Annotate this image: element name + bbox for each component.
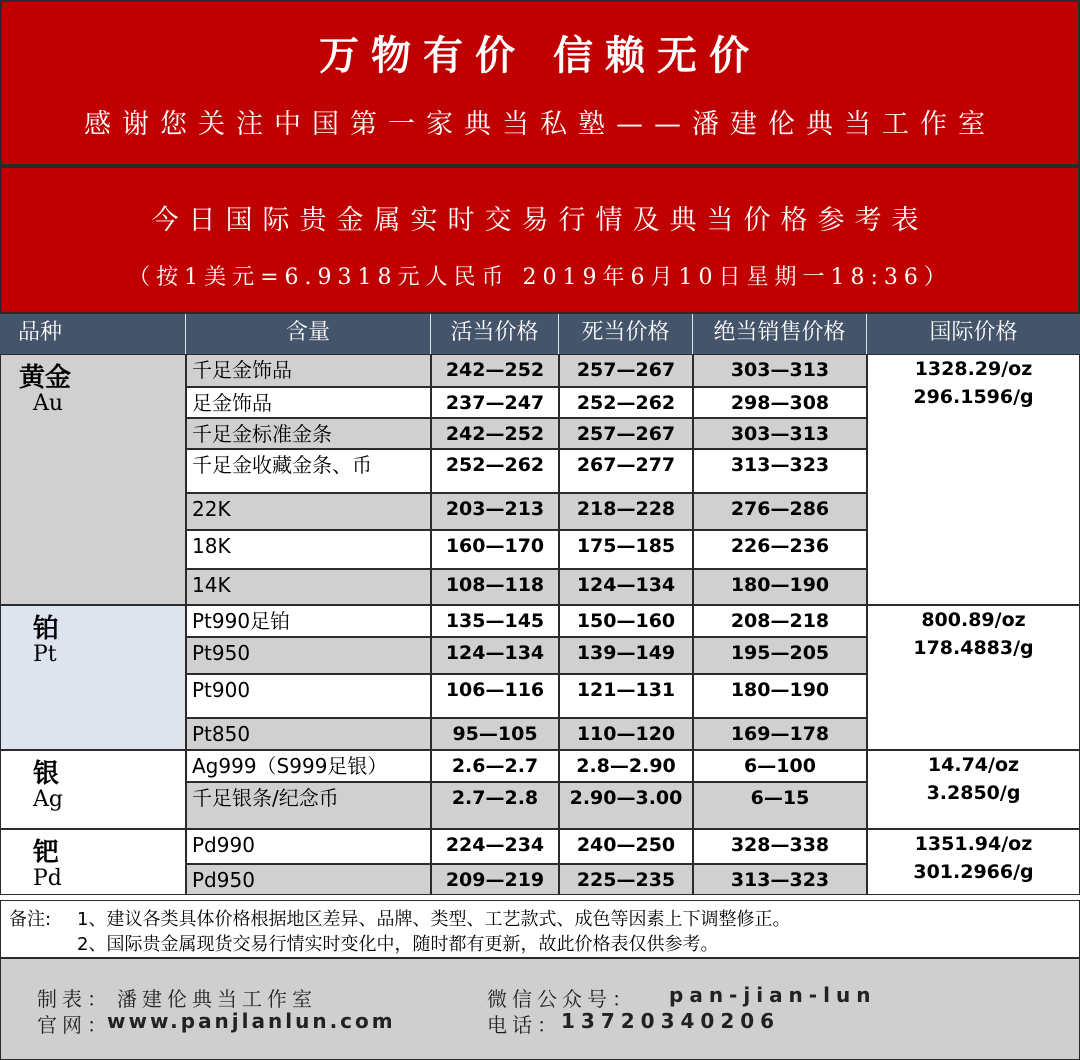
table-title: 今日国际贵金属实时交易行情及典当价格参考表 <box>151 205 929 236</box>
pd-row-1-live-price: 224—234 <box>431 829 559 864</box>
ag-row-1-content: Ag999（S999足银） <box>186 750 431 782</box>
maker-value: 潘建伦典当工作室 <box>117 987 317 1011</box>
metal-cell-ag <box>0 750 186 829</box>
metal-symbol: Pd <box>33 866 62 891</box>
metal-name-cn: 铂 <box>33 614 60 644</box>
pt-row-1-dead-price: 150—160 <box>559 605 693 637</box>
au-row-1-dead-price: 257—267 <box>559 354 693 387</box>
metal-cell-pd <box>0 829 186 895</box>
au-row-1-sale-price: 303—313 <box>693 354 867 387</box>
au-row-1-live-price: 242—252 <box>431 354 559 387</box>
notes-label: 备注: <box>9 909 52 930</box>
pd-row-1-dead-price: 240—250 <box>559 829 693 864</box>
price-table <box>0 354 1080 900</box>
col-header-variety: 品种 <box>0 314 186 354</box>
au-row-5-content: 22K <box>186 493 431 530</box>
intl-price-per-gram: 296.1596/g <box>913 386 1034 408</box>
au-row-2-sale-price: 298—308 <box>693 387 867 418</box>
intl-price-ag <box>867 750 1080 829</box>
au-row-5-sale-price: 276—286 <box>693 493 867 530</box>
pt-row-2-sale-price: 195—205 <box>693 637 867 674</box>
au-row-3-live-price: 242—252 <box>431 418 559 449</box>
title-banner <box>0 166 1080 314</box>
au-row-7-content: 14K <box>186 569 431 605</box>
col-header-sale-price: 绝当销售价格 <box>693 314 867 354</box>
phone-label: 电话： <box>487 1013 562 1037</box>
pd-row-1-sale-price: 328—338 <box>693 829 867 864</box>
pd-row-2-sale-price: 313—323 <box>693 864 867 895</box>
ag-row-2-content: 千足银条/纪念币 <box>186 782 431 829</box>
pt-row-1-content: Pt990足铂 <box>186 605 431 637</box>
col-header-intl-price: 国际价格 <box>929 320 1018 345</box>
pt-row-2-live-price: 124—134 <box>431 637 559 674</box>
note-line-1: 1、建议各类具体价格根据地区差异、品牌、类型、工艺款式、成色等因素上下调整修正。 <box>77 909 791 930</box>
au-row-3-content: 千足金标准金条 <box>186 418 431 449</box>
ag-row-2-dead-price: 2.90—3.00 <box>559 782 693 829</box>
intl-price-au <box>867 354 1080 605</box>
pt-row-4-dead-price: 110—120 <box>559 718 693 750</box>
au-row-2-content: 足金饰品 <box>186 387 431 418</box>
pd-row-1-content: Pd990 <box>186 829 431 864</box>
notes-box <box>0 900 1080 958</box>
metal-name-cn: 钯 <box>33 838 60 868</box>
table-header <box>0 314 1080 354</box>
au-row-5-live-price: 203—213 <box>431 493 559 530</box>
au-row-6-content: 18K <box>186 530 431 569</box>
au-row-6-sale-price: 226—236 <box>693 530 867 569</box>
intl-price-per-oz: 1351.94/oz <box>914 833 1033 855</box>
website-label: 官网： <box>37 1013 112 1037</box>
metal-cell-pt <box>0 605 186 750</box>
ag-row-1-live-price: 2.6—2.7 <box>431 750 559 782</box>
wechat-label: 微信公众号： <box>487 987 637 1011</box>
au-row-2-live-price: 237—247 <box>431 387 559 418</box>
pt-row-4-sale-price: 169—178 <box>693 718 867 750</box>
metal-name-cn: 银 <box>33 759 60 789</box>
pt-row-1-live-price: 135—145 <box>431 605 559 637</box>
ag-row-2-sale-price: 6—15 <box>693 782 867 829</box>
pt-row-3-dead-price: 121—131 <box>559 674 693 718</box>
au-row-7-live-price: 108—118 <box>431 569 559 605</box>
pt-row-3-sale-price: 180—190 <box>693 674 867 718</box>
intl-price-pt <box>867 605 1080 750</box>
note-line-2: 2、国际贵金属现货交易行情实时变化中，随时都有更新，故此价格表仅供参考。 <box>77 934 719 955</box>
au-row-4-content: 千足金收藏金条、币 <box>186 449 431 493</box>
intl-price-per-gram: 3.2850/g <box>926 782 1021 804</box>
intl-price-per-gram: 178.4883/g <box>913 637 1034 659</box>
pd-row-2-dead-price: 225—235 <box>559 864 693 895</box>
col-header-content: 含量 <box>186 314 431 354</box>
metal-name-cn: 黄金 <box>19 363 72 393</box>
au-row-2-dead-price: 252—262 <box>559 387 693 418</box>
phone-number: 13720340206 <box>561 1009 781 1033</box>
au-row-3-dead-price: 257—267 <box>559 418 693 449</box>
intl-price-per-gram: 301.2966/g <box>913 861 1034 883</box>
col-header-live-price: 活当价格 <box>431 314 559 354</box>
pt-row-4-content: Pt850 <box>186 718 431 750</box>
metal-cell-au <box>0 354 186 605</box>
intl-price-per-oz: 1328.29/oz <box>914 358 1033 380</box>
metal-symbol: Pt <box>33 642 57 667</box>
intl-price-per-oz: 800.89/oz <box>921 609 1026 631</box>
au-row-5-dead-price: 218—228 <box>559 493 693 530</box>
pt-row-4-live-price: 95—105 <box>431 718 559 750</box>
metal-symbol: Ag <box>33 787 63 812</box>
au-row-1-content: 千足金饰品 <box>186 354 431 387</box>
pt-row-3-live-price: 106—116 <box>431 674 559 718</box>
intl-price-per-oz: 14.74/oz <box>927 754 1020 776</box>
au-row-7-dead-price: 124—134 <box>559 569 693 605</box>
metal-symbol: Au <box>33 391 64 416</box>
au-row-4-dead-price: 267—277 <box>559 449 693 493</box>
pd-row-2-live-price: 209—219 <box>431 864 559 895</box>
ag-row-1-sale-price: 6—100 <box>693 750 867 782</box>
ag-row-2-live-price: 2.7—2.8 <box>431 782 559 829</box>
intl-price-pd <box>867 829 1080 895</box>
au-row-6-dead-price: 175—185 <box>559 530 693 569</box>
exchange-rate-line: （按1美元=6.9318元人民币 2019年6月10日星期一18:36） <box>128 265 952 290</box>
pd-row-2-content: Pd950 <box>186 864 431 895</box>
au-row-4-sale-price: 313—323 <box>693 449 867 493</box>
pt-row-3-content: Pt900 <box>186 674 431 718</box>
pt-row-1-sale-price: 208—218 <box>693 605 867 637</box>
au-row-3-sale-price: 303—313 <box>693 418 867 449</box>
top-banner <box>0 0 1080 166</box>
slogan: 万物有价 信赖无价 <box>319 32 761 79</box>
footer <box>0 958 1080 1060</box>
au-row-6-live-price: 160—170 <box>431 530 559 569</box>
thanks-line: 感谢您关注中国第一家典当私塾——潘建伦典当工作室 <box>84 109 996 140</box>
au-row-7-sale-price: 180—190 <box>693 569 867 605</box>
ag-row-1-dead-price: 2.8—2.90 <box>559 750 693 782</box>
col-header-dead-price: 死当价格 <box>559 314 693 354</box>
au-row-4-live-price: 252—262 <box>431 449 559 493</box>
maker-label: 制表： <box>37 987 112 1011</box>
pt-row-2-content: Pt950 <box>186 637 431 674</box>
wechat-id: pan-jian-lun <box>669 983 877 1007</box>
pt-row-2-dead-price: 139—149 <box>559 637 693 674</box>
website-link[interactable]: www.panjlanlun.com <box>107 1009 396 1033</box>
